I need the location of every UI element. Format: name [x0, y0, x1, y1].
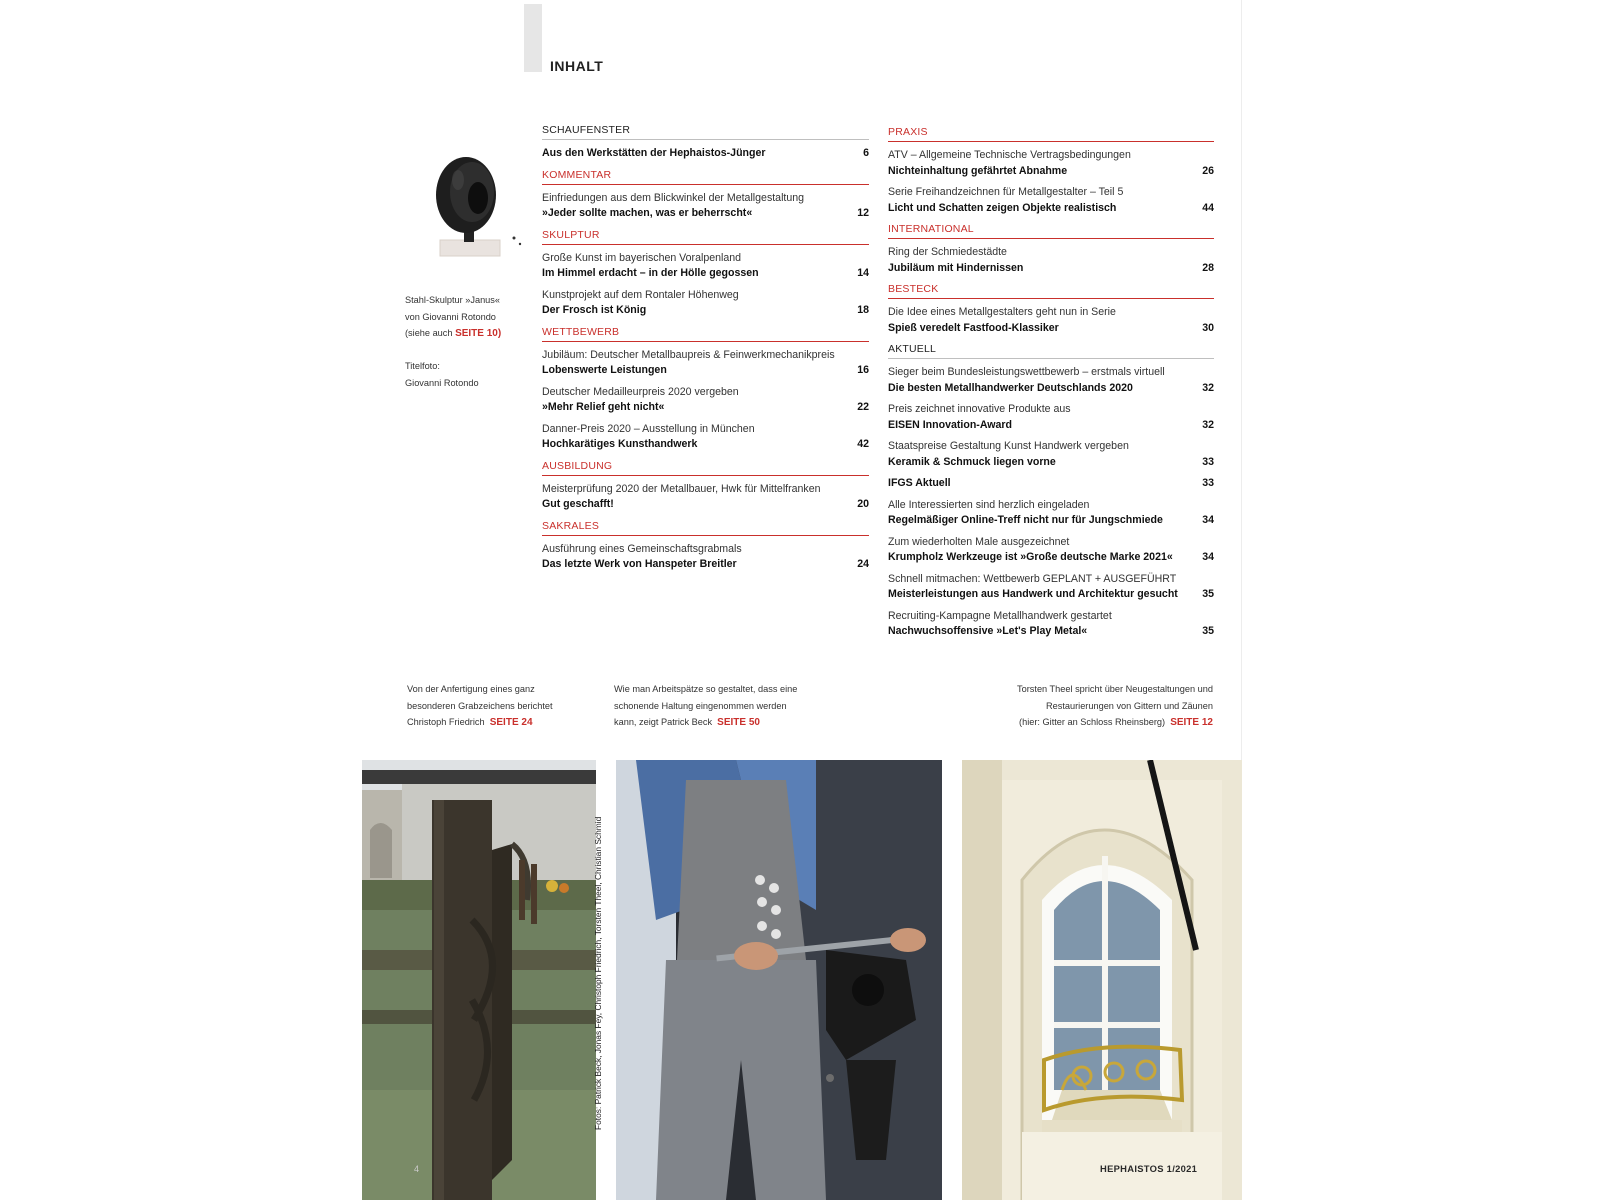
- section-heading: AUSBILDUNG: [542, 460, 869, 476]
- toc-entry[interactable]: [888, 305, 1214, 336]
- section-gap: [888, 216, 1214, 223]
- caption-line: besonderen Grabzeichens berichtet: [407, 700, 553, 711]
- entry-intro: Kunstprojekt auf dem Rontaler Höhenweg: [542, 288, 739, 301]
- entry-page-number: 14: [857, 267, 869, 279]
- toc-entry[interactable]: [888, 476, 1214, 492]
- section-gap: [888, 276, 1214, 283]
- entry-title: Die besten Metallhandwerker Deutschlands 2020: [888, 381, 1133, 394]
- section-heading: INTERNATIONAL: [888, 223, 1214, 239]
- page-reference-link[interactable]: SEITE 10): [455, 328, 502, 339]
- sculpture-caption: [405, 292, 501, 343]
- toc-entry[interactable]: [542, 348, 869, 379]
- toc-entry[interactable]: [542, 191, 869, 222]
- entry-intro: Alle Interessierten sind herzlich eingeladen: [888, 498, 1090, 511]
- photo-credit: Fotos: Patrick Beck, Jonas Fey, Christoph Friedrich, Torsten Theel, Christian Schmid: [593, 816, 603, 1130]
- entry-page-number: 18: [857, 304, 869, 316]
- caption-line: schonende Haltung eingenommen werden: [614, 700, 787, 711]
- section-heading: BESTECK: [888, 283, 1214, 299]
- toc-entry[interactable]: [888, 365, 1214, 396]
- entry-intro: Sieger beim Bundesleistungswettbewerb – erstmals virtuell: [888, 366, 1165, 378]
- entry-page-number: 12: [857, 207, 869, 219]
- toc-left-column: [542, 124, 869, 573]
- entry-intro: Deutscher Medailleurpreis 2020 vergeben: [542, 385, 739, 398]
- caption-middle: [614, 681, 797, 732]
- entry-title: Licht und Schatten zeigen Objekte realistisch: [888, 201, 1117, 214]
- entry-title: Der Frosch ist König: [542, 304, 647, 316]
- section-gap: [542, 513, 869, 520]
- toc-entry[interactable]: [542, 288, 869, 319]
- entry-intro: Recruiting-Kampagne Metallhandwerk gestartet: [888, 609, 1112, 622]
- toc-entry[interactable]: [542, 482, 869, 513]
- toc-entry[interactable]: [888, 498, 1214, 529]
- entry-title: Spieß veredelt Fastfood-Klassiker: [888, 321, 1059, 334]
- entry-title: Nichteinhaltung gefährtet Abnahme: [888, 164, 1068, 177]
- entry-intro: Jubiläum: Deutscher Metallbaupreis & Feinwerkmechanikpreis: [542, 348, 835, 361]
- caption-line: Restaurierungen von Gittern und Zäunen: [1045, 700, 1213, 711]
- entry-page-number: 33: [1202, 455, 1214, 468]
- entry-intro: Preis zeichnet innovative Produkte aus: [888, 403, 1071, 415]
- entry-intro: Die Idee eines Metallgestalters geht nun in Serie: [888, 306, 1116, 318]
- craftsman-photo: [616, 760, 942, 1200]
- entry-title: Keramik & Schmuck liegen vorne: [888, 455, 1056, 468]
- cover-photo-credit: [405, 358, 479, 391]
- entry-title: Hochkarätiges Kunsthandwerk: [542, 438, 698, 450]
- entry-title: EISEN Innovation-Award: [888, 418, 1013, 431]
- page-reference-link[interactable]: SEITE 24: [489, 717, 533, 728]
- section-gap: [542, 162, 869, 169]
- entry-intro: Zum wiederholten Male ausgezeichnet: [888, 535, 1070, 548]
- magazine-issue: HEPHAISTOS 1/2021: [1100, 1163, 1198, 1174]
- toc-section: [542, 162, 869, 222]
- toc-entry[interactable]: [888, 609, 1214, 640]
- section-gap: [888, 336, 1214, 343]
- section-heading: PRAXIS: [888, 126, 1214, 142]
- entry-page-number: 16: [857, 364, 869, 376]
- toc-entry[interactable]: [888, 439, 1214, 470]
- toc-entry[interactable]: [888, 535, 1214, 566]
- entry-page-number: 20: [857, 498, 869, 510]
- entry-title: Aus den Werkstätten der Hephaistos-Jünger: [542, 147, 766, 159]
- entry-title: Das letzte Werk von Hanspeter Breitler: [542, 558, 737, 570]
- entry-page-number: 22: [857, 401, 869, 413]
- entry-page-number: 35: [1202, 588, 1214, 600]
- entry-page-number: 33: [1202, 477, 1214, 489]
- toc-section: [542, 453, 869, 513]
- entry-intro: Serie Freihandzeichnen für Metallgestalter – Teil 5: [888, 186, 1124, 198]
- toc-entry[interactable]: [542, 422, 869, 453]
- entry-page-number: 28: [1202, 261, 1214, 274]
- caption-line: Stahl-Skulptur »Janus«: [405, 295, 500, 305]
- toc-section: [542, 319, 869, 453]
- entry-intro: Große Kunst im bayerischen Voralpenland: [542, 251, 742, 264]
- toc-section: [888, 276, 1214, 336]
- entry-title: Lobenswerte Leistungen: [542, 364, 667, 376]
- entry-page-number: 35: [1202, 625, 1214, 637]
- entry-page-number: 30: [1202, 321, 1214, 334]
- toc-section: [542, 124, 869, 162]
- entry-title: Regelmäßiger Online-Treff nicht nur für Jungschmiede: [888, 514, 1163, 526]
- toc-entry[interactable]: [888, 402, 1214, 433]
- entry-title: Krumpholz Werkzeuge ist »Große deutsche Marke 2021«: [888, 551, 1173, 563]
- entry-title: Nachwuchsoffensive »Let's Play Metal«: [888, 625, 1088, 637]
- entry-intro: Meisterprüfung 2020 der Metallbauer, Hwk für Mittelfranken: [542, 482, 821, 495]
- entry-intro: Einfriedungen aus dem Blickwinkel der Metallgestaltung: [542, 191, 805, 204]
- section-gap: [542, 453, 869, 460]
- caption-line: (hier: Gitter an Schloss Rheinsberg): [1019, 717, 1166, 727]
- entry-page-number: 42: [857, 438, 869, 450]
- entry-title: Meisterleistungen aus Handwerk und Architektur gesucht: [888, 588, 1178, 600]
- page-number: 4: [414, 1164, 420, 1174]
- palace-window-photo: [962, 760, 1242, 1200]
- entry-page-number: 34: [1202, 514, 1214, 526]
- header-tab: [524, 4, 542, 72]
- toc-section: [542, 222, 869, 319]
- section-heading: SAKRALES: [542, 520, 869, 536]
- section-heading: KOMMENTAR: [542, 169, 869, 185]
- toc-section: [542, 513, 869, 573]
- entry-title: Im Himmel erdacht – in der Hölle gegossen: [542, 267, 759, 279]
- entry-intro: Danner-Preis 2020 – Ausstellung in München: [542, 422, 755, 435]
- toc-right-column: [888, 126, 1214, 640]
- toc-section: [888, 336, 1214, 640]
- toc-entry[interactable]: [888, 185, 1214, 216]
- toc-entry[interactable]: [542, 385, 869, 416]
- cover-label: Titelfoto:: [405, 361, 440, 371]
- section-gap: [542, 319, 869, 326]
- entry-page-number: 34: [1202, 551, 1214, 563]
- entry-intro: ATV – Allgemeine Technische Vertragsbedingungen: [888, 149, 1131, 161]
- toc-entry[interactable]: [542, 251, 869, 282]
- section-heading: SCHAUFENSTER: [542, 124, 869, 140]
- entry-page-number: 44: [1202, 201, 1214, 214]
- entry-intro: Ausführung eines Gemeinschaftsgrabmals: [542, 542, 742, 555]
- entry-page-number: 32: [1202, 418, 1214, 431]
- caption-line: kann, zeigt Patrick Beck: [614, 717, 713, 727]
- page-title: INHALT: [550, 58, 604, 74]
- caption-line: Von der Anfertigung eines ganz: [407, 684, 535, 694]
- entry-intro: Ring der Schmiedestädte: [888, 246, 1007, 258]
- grave-marker-photo: [362, 760, 596, 1200]
- page-reference-link[interactable]: SEITE 12: [1170, 717, 1213, 728]
- toc-entry[interactable]: [542, 542, 869, 573]
- section-gap: [542, 222, 869, 229]
- entry-title: Jubiläum mit Hindernissen: [888, 261, 1024, 274]
- entry-page-number: 6: [863, 147, 869, 159]
- toc-entry[interactable]: [888, 148, 1214, 179]
- caption-right: [960, 681, 1213, 732]
- entry-intro: Staatspreise Gestaltung Kunst Handwerk vergeben: [888, 440, 1129, 452]
- toc-entry[interactable]: [888, 245, 1214, 276]
- page-reference-link[interactable]: SEITE 50: [717, 717, 760, 728]
- entry-title: »Jeder sollte machen, was er beherrscht«: [542, 207, 753, 219]
- entry-title: »Mehr Relief geht nicht«: [542, 401, 665, 413]
- entry-page-number: 24: [857, 558, 869, 570]
- toc-entry[interactable]: [542, 146, 869, 162]
- entry-intro: Schnell mitmachen: Wettbewerb GEPLANT + AUSGEFÜHRT: [888, 572, 1177, 585]
- entry-title: IFGS Aktuell: [888, 477, 951, 489]
- toc-section: [888, 216, 1214, 276]
- caption-ref-prefix: (siehe auch: [405, 328, 456, 338]
- entry-page-number: 26: [1202, 164, 1214, 177]
- caption-line: von Giovanni Rotondo: [405, 311, 496, 322]
- caption-line: Christoph Friedrich: [407, 717, 485, 727]
- entry-title: Gut geschafft!: [542, 498, 614, 510]
- toc-section: [888, 126, 1214, 216]
- cover-credit: Giovanni Rotondo: [405, 377, 479, 388]
- caption-line: Wie man Arbeitspätze so gestaltet, dass eine: [614, 684, 798, 694]
- caption-left: [407, 681, 553, 732]
- sculpture-image: [420, 150, 530, 260]
- toc-entry[interactable]: [888, 572, 1214, 603]
- caption-line: Torsten Theel spricht über Neugestaltungen und: [1017, 684, 1213, 694]
- section-heading: SKULPTUR: [542, 229, 869, 245]
- entry-page-number: 32: [1202, 381, 1214, 394]
- section-heading: AKTUELL: [888, 343, 1214, 359]
- section-heading: WETTBEWERB: [542, 326, 869, 342]
